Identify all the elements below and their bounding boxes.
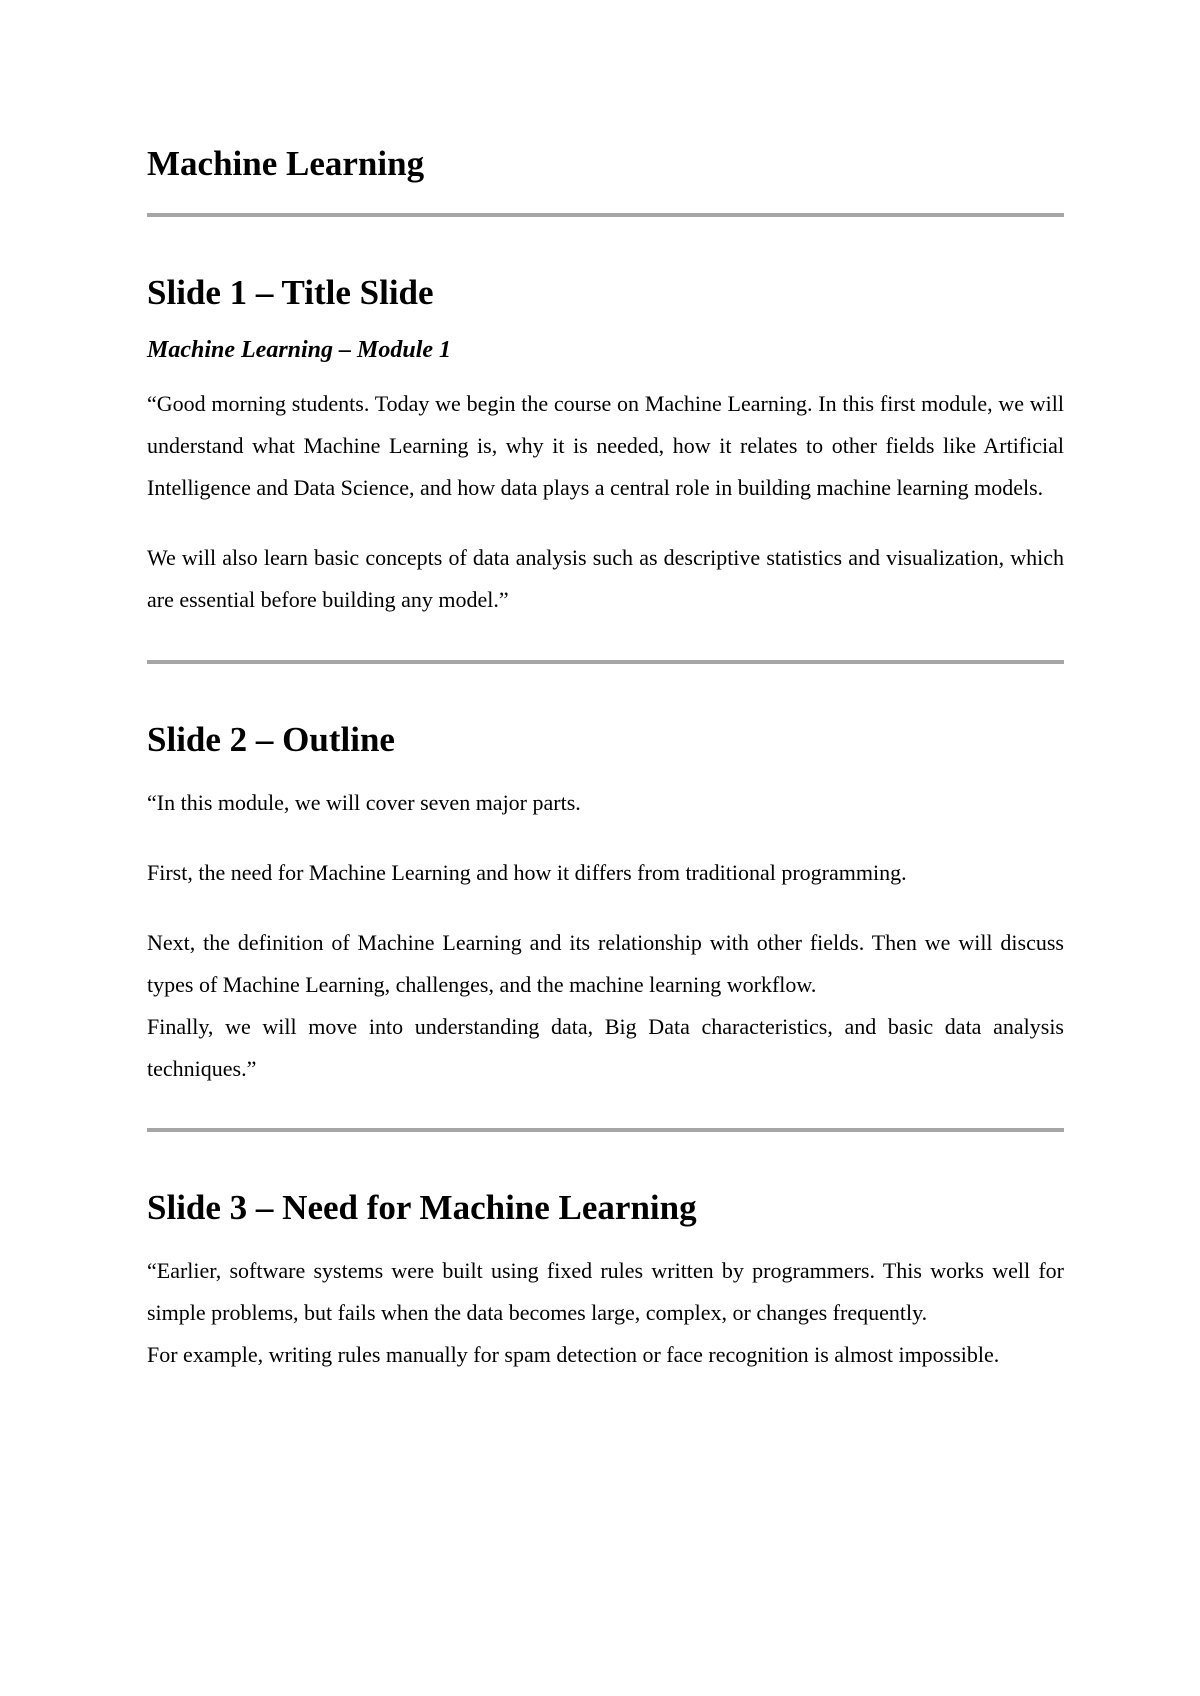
slide-3-paragraph-1: “Earlier, software systems were built using fixed rules written by programmers. This works well for simple problems, but fails when the data becomes large, complex, or changes frequently.: [147, 1258, 1064, 1325]
slide-1-paragraph-2: We will also learn basic concepts of data analysis such as descriptive statistics and visualization, which are essential before building any model.”: [147, 545, 1064, 612]
slide-1-paragraph-1: “Good morning students. Today we begin the course on Machine Learning. In this first module, we will understand what Machine Learning is, why it is needed, how it relates to other fields like Artificial Intelligence and Data Science, and how data plays a central role in building machine learning models.: [147, 391, 1064, 500]
slide-2-section: [147, 718, 1064, 1090]
slide-3-heading: Slide 3 – Need for Machine Learning: [147, 1188, 697, 1227]
section-divider: [147, 660, 1064, 664]
slide-1-heading: Slide 1 – Title Slide: [147, 273, 434, 312]
slide-1-subtitle: Machine Learning – Module 1: [147, 337, 452, 363]
section-divider: [147, 1128, 1064, 1132]
slide-2-paragraph-3: Next, the definition of Machine Learning and its relationship with other fields. Then we will discuss types of Machine Learning, challenges, and the machine learning workflow.: [147, 930, 1064, 997]
slide-2-paragraph-4: Finally, we will move into understanding data, Big Data characteristics, and basic data analysis techniques.”: [147, 1014, 1064, 1081]
section-divider: [147, 213, 1064, 217]
document-body: [147, 142, 1064, 1376]
slide-2-paragraph-2: First, the need for Machine Learning and how it differs from traditional programming.: [147, 860, 907, 885]
document-title: Machine Learning: [147, 144, 425, 183]
slide-3-section: [147, 1186, 1064, 1376]
slide-1-section: [147, 271, 1064, 621]
slide-2-paragraph-1: “In this module, we will cover seven major parts.: [147, 790, 581, 815]
slide-3-paragraph-2: For example, writing rules manually for spam detection or face recognition is almost impossible.: [147, 1342, 1000, 1367]
slide-2-heading: Slide 2 – Outline: [147, 720, 395, 759]
